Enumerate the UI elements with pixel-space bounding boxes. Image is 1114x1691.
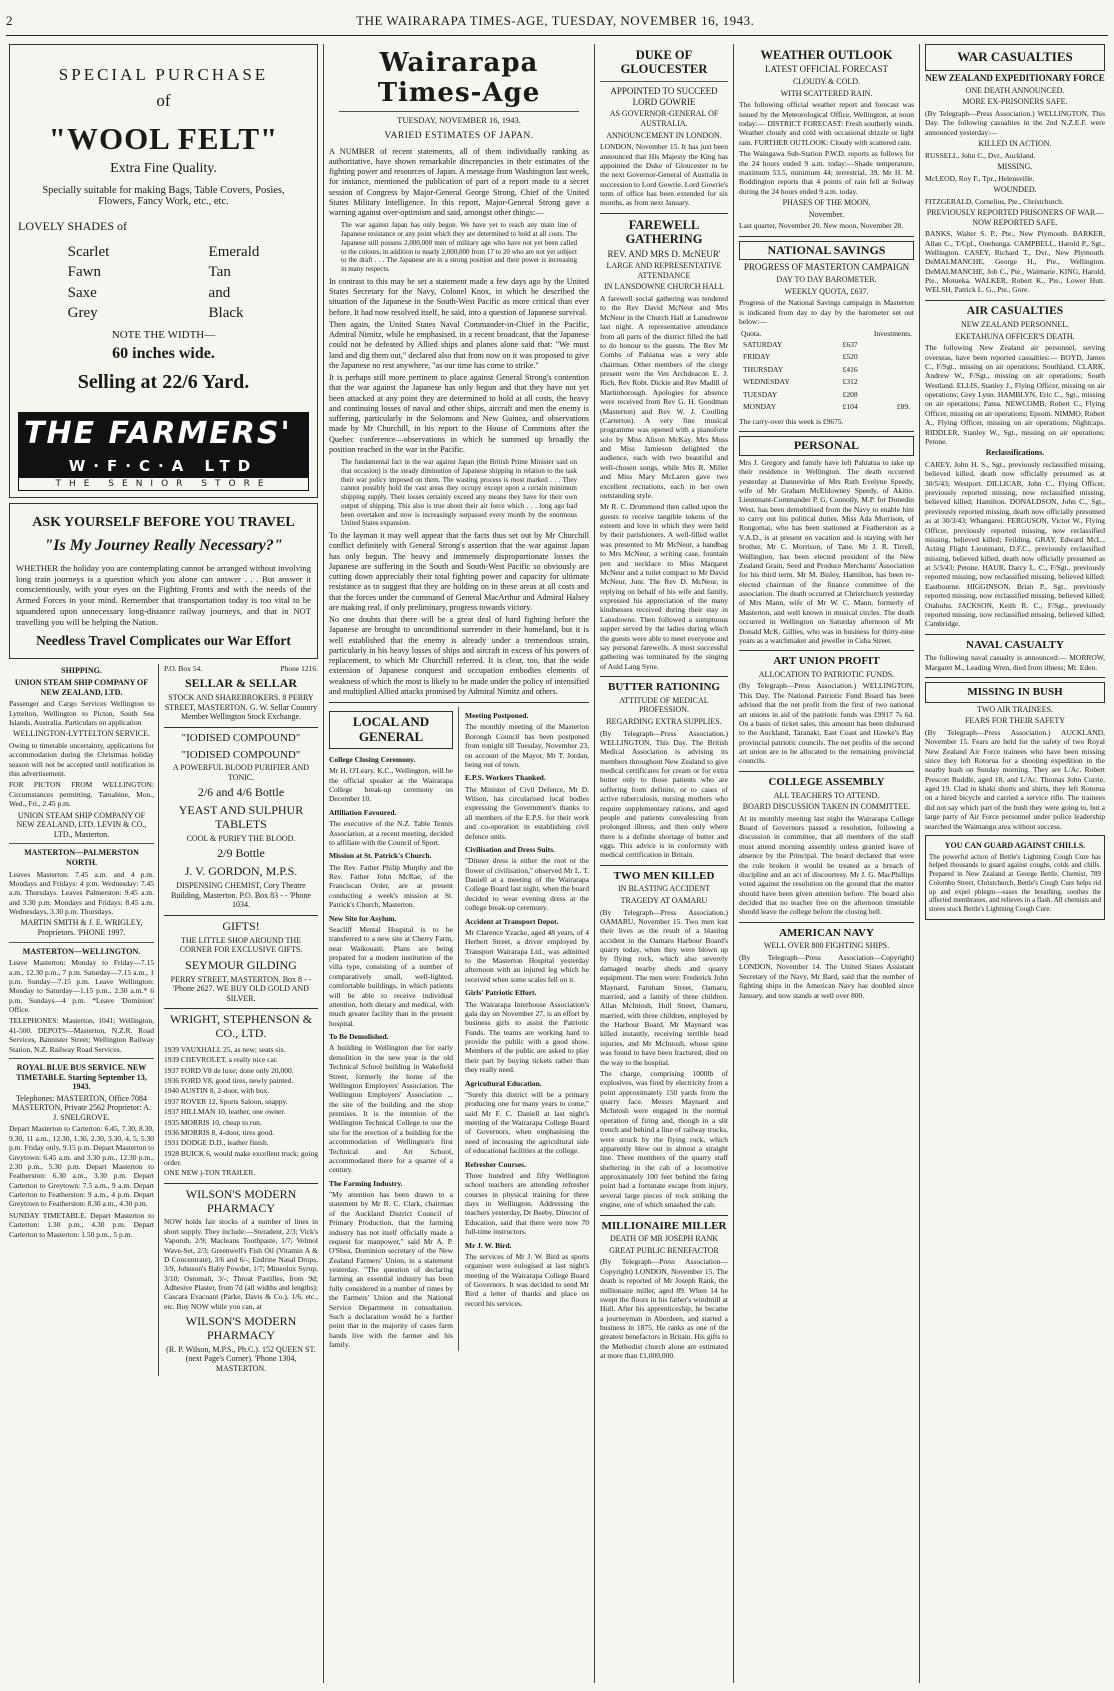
shipping-depots: TELEPHONES: Masterton, 1041; Wellington, 41-500. DEPOTS—Masterton, N.Z.R. Road Services, Bannister Street; Wellington Railway Station, N.Z. Railway Road Services.	[9, 1016, 154, 1054]
shipping-column	[9, 664, 159, 1375]
butter-sub2: REGARDING EXTRA SUPPLIES.	[606, 716, 722, 726]
local-item-body: The executive of the N.Z. Table Tennis Association, at a recent meeting, decided to affiliate with the Council of Sport.	[329, 819, 453, 847]
miller-sub1: DEATH OF MR JOSEPH RANK	[609, 1234, 718, 1244]
moon-body: Last quarter, November 20. New moon, November 28.	[739, 221, 904, 231]
local-item-title: Civilisation and Dress Suits.	[465, 844, 555, 854]
sellar-contacts	[164, 664, 318, 673]
local-item-body: The Minister of Civil Defence, Mr D. Wilson, has circularised local bodies expressing the Government's thanks to all members of the E.P.S. for their work and co-operation in establishing civil defence units.	[465, 784, 589, 841]
weather-body2: The Waingawa Sub-Station P.W.D. reports as follows for the 24 hours ended 9 a.m. today:—Shade temperature, maximum 53.5, minimum 44; terrestrial, 39. Mr H. M. Boddington reports that 4 points of rain fell at Solway during the 24 hours ended 9 a.m. today.	[739, 149, 914, 196]
iodised-yeast: YEAST AND SULPHUR TABLETS	[178, 803, 304, 832]
ad-quality: Extra Fine Quality.	[110, 161, 217, 176]
artunion-body: (By Telegraph—Press Association.) WELLINGTON, This Day. The National Patriotic Fund Board has been advised that the net profit from the first of two national art unions in aid of the patriotic funds was £9917 7s 6d. On a basis of ticket sales, this amount has been disbursed to the Auckland, Taranaki, East Coast and Hawke's Bay provincial patriotic councils. The net profits of the second art union are to be allocated to the remaining provincial councils.	[739, 681, 914, 766]
color-right-2: and	[208, 284, 231, 301]
travel-quote: "Is My Journey Really Necessary?"	[44, 537, 283, 554]
killed-body2: The charge, comprising 1000lb of explosives, was fired by electricity from a point approximately 150 yards from the quarry face. Messrs Maynard and McIntosh were engaged in the normal operation of firing and, though in a slit trench and behind a line of railway trucks, were struck by the flying rock, which apparently blew out in almost a straight line. Three members of the quarry staff sheltering in the cab of a locomotive approximately 100 feet behind the firing point had a fortunate escape from injury, several large pieces of rock striking the engine, one of which smashed the cab.	[600, 1068, 728, 1210]
butter-head: BUTTER RATIONING	[608, 681, 720, 694]
bus-sunday: SUNDAY TIMETABLE. Depart Masterton to Carterton: 1.30 p.m., 4.30 p.m. Depart Carterton to Masterton: 1.50 p.m., 5 p.m.	[9, 1210, 154, 1239]
page-number: 2	[6, 13, 13, 28]
savings-cell: FRIDAY	[743, 352, 771, 362]
shipping-mw: MASTERTON—WELLINGTON.	[22, 946, 141, 956]
color-left-0: Scarlet	[67, 244, 110, 260]
duke-sub2: AS GOVERNOR-GENERAL OF AUSTRALIA.	[609, 109, 719, 128]
color-left-1: Fawn	[67, 264, 101, 281]
casualties-intro: (By Telegraph—Press Association.) WELLINGTON, This Day. The following casualties in the 2nd N.Z.E.F. were announced yesterday:—	[925, 108, 1105, 137]
butter-body: (By Telegraph—Press Association.) WELLINGTON, This Day. The British Medical Association is advising its members throughout New Zealand to give medical certificates for cream or for extra butter only to those patients who are suffering from definite, or to cases of active tuberculosis, nursing mothers who require supplementary rations, and aged people and patients convalescing from prolonged illness, and then only where there is a definite shortage of butter and eggs. This advice is in conformity with medical certification in Britain.	[600, 728, 728, 860]
shipping-picton: FOR PICTON FROM WELLINGTON: Circumstances permitting. Tamahine, Mon., Wed., Fri., 2.45 p.m.	[9, 780, 154, 809]
cough-body: The powerful action of Bettle's Lightning Cough Cure has helped thousands to guard against coughs, colds and chills. Prepared in New Zealand at George Bettle, Chemist, 789 Colombo Street, Christchurch, Bettle's Cough Cure helps rid up and expel phlegm—eases the breathing, soothes the affected membranes, and relieves in a flash. All chemists and stores stock Bettle's Lightning Cough Cure.	[929, 852, 1101, 914]
iodised-chem: J. V. GORDON, M.P.S.	[184, 864, 298, 879]
wilsons-addr: (R. P. Wilson, M.P.S., Ph.C.). 152 QUEEN ST. (next Page's Corner). 'Phone 1304, MASTERTON.	[166, 1344, 316, 1373]
shipping-mpn: MASTERTON—PALMERSTON NORTH.	[24, 848, 139, 867]
iodised-h1: "IODISED COMPOUND"	[181, 731, 301, 744]
local-item-body: A building in Wellington due for early demolition in the new year is the old Technical School building in Wakefield Street, formerly the home of the Wellington Employers' Association. The Wellington Employers' Association ... the site of the building and the shop premises. It is the intention of the Wellington Technical College to use the site for the erection of a building for the accommodation of Wellington's first Technical and Art School, accommodated there for a quarter of a century.	[329, 1043, 453, 1175]
shipping-mpn-body: Leaves Masterton: 7.45 a.m. and 4 p.m. Mondays and Fridays: 4 p.m. Wednesday: 7.45 a.m. Thursdays. Leaves Palmerston: 9.45 a.m. and 3.30 p.m. Mondays and Fridays: 8.45 a.m. Wednesdays, 3.30 p.m. Thursdays.	[9, 869, 154, 916]
car-item: 1936 MORRIS 8, 4-door, tires good.	[164, 1127, 275, 1137]
moon-head: PHASES OF THE MOON.	[782, 198, 871, 208]
iodised-desc: A POWERFUL BLOOD PURIFIER AND TONIC.	[172, 763, 310, 782]
savings-cell: THURSDAY	[743, 364, 784, 374]
column-news-a	[595, 44, 734, 1683]
killed-action: KILLED IN ACTION.	[978, 139, 1052, 149]
savings-sub2: DAY TO DAY BAROMETER.	[776, 275, 877, 285]
bush-head: MISSING IN BUSH	[967, 686, 1063, 699]
sellar-sub: STOCK AND SHAREBROKERS. 8 PERRY STREET, MASTERTON. G. W. Sellar Country Member Wellington Stock Exchange.	[164, 693, 318, 722]
savings-row	[741, 352, 912, 363]
local-item-title: Affiliation Favoured.	[329, 807, 397, 817]
miller-head: MILLIONAIRE MILLER	[601, 1219, 727, 1232]
local-item-body: The Wairarapa Interhouse Association's gala day on November 27, is an effort by business girls to assist the Patriotic Funds. The teams are working hard to provide the public with a good show. Members of the public are asked to play their part by buying tickets rather than they really need.	[465, 999, 589, 1075]
college-sub2: BOARD DISCUSSION TAKEN IN COMMITTEE.	[742, 802, 911, 812]
duke-head: DUKE OF GLOUCESTER	[620, 48, 708, 77]
local-item-body: The Rev. Father Philip Murphy and the Rev. Father John McRae, of the Franciscan Order, are at present conducting a week's mission at St. Patrick's Church, Masterton.	[329, 862, 453, 910]
shipping-head: SHIPPING.	[61, 666, 102, 676]
ad-width-val: 60 inches wide.	[112, 345, 215, 362]
local-item-body: "Dinner dress is either the root or the flower of civilisation," observed Mr L. T. Daniell at a meeting of the Wairarapa College Board last night, when the board decided to wear evening dress at the college break-up ceremony.	[465, 856, 589, 913]
casualties-head: WAR CASUALTIES	[957, 49, 1073, 64]
savings-cell: £89.	[896, 402, 910, 412]
shipping-mw-body: Leave Masterton: Monday to Friday—7.15 a.m., 12.30 p.m., 7 p.m. Saturday—7.15 a.m., 1 p.m. Sunday—7.15 p.m. Leave Wellington: Monday to Saturday—1.15 p.m., 2.30 a.m.* 6 p.m. Sundays—4 p.m. *Leave 'Dominion' Office.	[9, 958, 154, 1015]
local-item-body: Mr Clarence Yzacke, aged 48 years, of 4 Herbert Street, a driver employed by Transport Wairarapa Ltd., was admitted to the Masterton Hospital yesterday afternoon with an injured leg which he received when some scales fell on it.	[465, 927, 589, 984]
editorial-q2: The fundamental fact in the war against Japan (the British Prime Minister said on that occasion) is the steady diminution of Japanese shipping in relation to the task their war policy imposed on them. The wasting process is most marked . . . They cannot possibly hold the vast areas they occupy except upon a certain minimum shipping supply. Their losses certainly exceed any means they have for their own output of shipping. This also is true about their air force which . . . long ago had been overtaken and now is increasingly surpassed every month by the enormous United States expansion.	[341, 458, 577, 528]
local-item-title: Mr J. W. Bird.	[465, 1240, 512, 1250]
savings-table	[739, 338, 914, 415]
editorial-q1: The war against Japan has only begun. We have yet to reach any main line of Japanese resistance or any point which they are determined to hold at all costs. The Japanese still possess 2,000,000 men of military age who have not yet been called to the colours, in addition to nearly 2,000,000 from 17 to 20 who are not yet subject to the draft . . . The Japanese are in a strong position and their power is increasing in many respects.	[341, 221, 577, 274]
naval-head: NAVAL CASUALTY	[966, 638, 1064, 651]
ad-cough-cure	[925, 835, 1105, 920]
navy-head: AMERICAN NAVY	[779, 926, 874, 939]
editorial-p2: In contrast to this may be set a statement made a few days ago by the United States Secretary for the Navy, Colonel Knox, in which he described the situation of the Japanese in the South-West Pacific as more critical than ever before. It had now resolved itself, he said, into a question of Japanese survival.	[329, 276, 589, 317]
missing-body: McLEOD, Roy F., Tpr., Helensville.	[925, 173, 1035, 183]
air-head: AIR CASUALTIES	[966, 304, 1064, 317]
savings-cell	[879, 365, 912, 376]
killed-action-body: RUSSELL, John C., Dvr., Auckland.	[925, 150, 1036, 160]
air-sub: NEW ZEALAND PERSONNEL.	[960, 319, 1070, 329]
editorial-head: VARIED ESTIMATES OF JAPAN.	[384, 131, 534, 142]
local-item-title: To Be Demolished.	[329, 1032, 389, 1042]
wilsons-head: WILSON'S MODERN PHARMACY	[185, 1186, 297, 1215]
colors-right	[209, 242, 260, 323]
savings-sub1: PROGRESS OF MASTERTON CAMPAIGN	[743, 262, 910, 273]
shipping-wl-body: Owing to timetable uncertainty, applications for accommodation during the Christmas holiday season will not be accepted until notification in this advertisement.	[9, 740, 154, 779]
iodised-chem-sub: DISPENSING CHEMIST, Cory Theatre Building, Masterton. P.O. Box 83 - - 'Phone 1034.	[171, 881, 311, 910]
wounded-head: WOUNDED.	[993, 184, 1037, 194]
pow-body: BANKS, Walter S. P., Pte., New Plymouth. BARKER, Allan C., T/Cpl., Onehunga. CAMPBELL, Harold P., Sgt., Wellington. CASEY, Richard T., Dvr., New Plymouth. DeMALMANCHE, George H., Pte., Wellington. DeMALMANCHE, Job C., Pte., Waimarie. KING, Harold, Pte., Motueka. WALKER, Robert K., Pte., Lower Hutt. WELSH, Patrick L. G., Pte., Gore.	[925, 229, 1105, 295]
bus-times: Depart Masterton to Carterton: 6.45, 7.30, 8.30, 9.30, 11 a.m., 12.30, 1.30, 2.30, 3.30, 4, 5, 5.30 p.m. Friday only, 9.15 p.m. Depart Masterton to Greytown: 6.45 a.m. and 3.30 p.m., 12.30 p.m., 2.30 p.m., 5.30 p.m. Depart Masterton to Featherston: 6.30 a.m., 3.30 p.m. Depart Carterton to Greytown: 7.5 a.m., 9 a.m. Depart Carterton to Featherston: 9 a.m., 4 p.m. Depart Greytown to Featherston: 8.30 a.m., 4.30 p.m.	[9, 1124, 154, 1209]
farewell-sub1: REV. AND MRS D. McNEUR'	[607, 248, 721, 259]
local-item-title: Girls' Patriotic Effort.	[465, 988, 537, 998]
bus-phone: Telephones: MASTERTON, Office 7084 MASTERTON, Private 2562 Proprietor: A. J. SNELGROVE.	[12, 1093, 151, 1122]
farewell-body: A farewell social gathering was tendered to the Rev David McNeur and Mrs McNeur in the Church Hall at Lansdowne last night. A representative attendance from all parts of the district filled the hall to do honour to the guests. The Rev Mr Combs of Pahiatua was a very able chairman. Other members of the clergy present were the Ven Archdeacon E. J. Rich, Rev Robt. Dickie and Rev Madill of Martinborough. Apologies for absence were received from Rev G. H. Goodman (Masterton) and Rev W. J. Coulling (Carterton). A very fine musical programme was opened with a pianoforte solo by Miss Alison McKay. Mrs Moss and Miss Jamieson delighted the audience, each with two beautiful and well-chosen songs, while Mrs R. Miller and Miss Mary McLaren gave two excellent recitations, each in her own outstanding style.	[600, 294, 728, 500]
weather-body: The following official weather report and forecast was issued by the Meteorological Office, Wellington, at noon today:— DISTRICT FORECAST: Fresh southerly winds. Weather cloudy and cold with occasional drizzle or light rain. FURTHER OUTLOOK: Cloudy with scattered rain.	[739, 100, 914, 147]
sellar-phone: Phone 1216.	[280, 664, 318, 674]
savings-cell: £104	[842, 402, 858, 412]
ad-title-woolfelt: "WOOL FELT"	[48, 121, 279, 156]
artunion-sub1: ALLOCATION TO PATRIOTIC FUNDS.	[758, 669, 895, 679]
savings-cell	[879, 340, 912, 351]
college-sub1: ALL TEACHERS TO ATTEND.	[773, 790, 880, 800]
duke-sub1: APPOINTED TO SUCCEED LORD GOWRIE	[610, 85, 718, 107]
travel-body: WHETHER the holiday you are contemplating cannot be arranged without involving long train journeys is a question which you alone can answer . . . But answer it conscientiously, with your eyes on the Fighting Fronts and with the needs of the Armed Forces in your mind. Remember that transportation today is too vital to be squandered upon unnecessary long-distance railway journeys, and that in NOT travelling you will be helping the Nation.	[16, 563, 311, 627]
naval-body: The following naval casualty is announced:— MORROW, Margaret M., Leading Wren, died from illness; Mt. Eden.	[925, 653, 1105, 672]
wilsons-body: NOW holds fair stocks of a number of lines in short supply. They include:—Steradent, 2/3; Vick's Vaporub, 2/9; Macleans Toothpaste, 1/7; Velmol Wave-Set, 2/3; Greenwell's Fish Oil (Vitamin A & D Concentrate), 3/6 and 6/-; Endrine Nasal Drops, 3/9, Johnson's Baby Powder, 1/7; Mineolux Syrup, 3/10; Ostomalt, 3/-; Throat Pastilles, from 9d; Adhesive Plaster, from 7d (all widths and lengths); Cascara Evacuant (Parke, Davis & Co.), 1/6, etc., etc. Buy NOW while you can, at	[164, 1217, 318, 1311]
bush-sub2: FEARS FOR THEIR SAFETY	[964, 716, 1066, 726]
butter-sub1: ATTITUDE OF MEDICAL PROFESSION.	[619, 695, 709, 715]
savings-row	[741, 365, 912, 376]
recl-body: CAREY, John H. S., Sgt., previously reclassified missing, believed killed, death now officially presumed as at 30/5/43; Westport. DILLICAR, John C., Flying Officer, previously reported missing, now reclassified missing, believed killed; Hamilton. DONALDSON, John C., Sgt., previously reported missing, death now officially presumed as at 30/3/43; Whangarei. FERGUSON, Victor W., Flying Officer, previously reported missing, now reclassified missing, believed killed; Feilding. GRAY, Edward McL., Acting Flight Lieutenant, D.F.C., previously reclassified missing, believed killed, death now officially presumed as at 5/3/43; Petone. HAUR, Darcy L. C., F/Sgt., previously reported missing, now reclassified missing, believed killed; Eastbourne. HIGGINSON, Brian P., Sgt., previously reported missing, now reclassified missing, believed killed; Otahuhu. JACKSON, Keith R. C., F/Sgt., previously reported missing, now reclassified missing, believed killed; Cambridge.	[925, 459, 1105, 629]
navy-sub1: WELL OVER 800 FIGHTING SHIPS.	[763, 941, 890, 951]
savings-cell: MONDAY	[743, 402, 777, 412]
savings-cell: £416	[842, 364, 858, 374]
iodised-cool: COOL & PURIFY THE BLOOD.	[186, 833, 296, 843]
wright-cars	[164, 1045, 318, 1178]
shipping-wrigley: MARTIN SMITH & J. E. WRIGLEY, Proprietors. 'PHONE 1997.	[20, 918, 143, 937]
local-item-body: Three hundred and fifty Wellington school teachers are attending refresher courses in physical training for three days in Wellington. Addressing the teachers yesterday, Dr Beeby, Director of Education, said that there were now 70 full-time instructors.	[465, 1170, 589, 1237]
local-item-title: College Closing Ceremony.	[329, 754, 416, 764]
bush-body: (By Telegraph—Press Association.) AUCKLAND, November 15. Fears are held for the safety of two Royal New Zealand Air Force trainees who have been missing since they left Rotorua for a shooting expedition in the nearby bush on Sunday morning. They are L/Ac. Robert Prescott Ruddle, aged 18, and L/Ac. Thomas John Currie, aged 19. Clad in khaki shorts and shirts, they left Rotorua on a hired bicycle and carried a service rifle. The trainees did not say which part of the bush they were going to, but a large party of Air Force personnel under police leadership searched the Waimangu area without success.	[925, 727, 1105, 831]
car-item: 1937 FORD V8 de luxe; done only 20,000.	[164, 1065, 294, 1075]
shipping-agent: UNION STEAM SHIP COMPANY OF NEW ZEALAND, LTD. LEVIN & CO., LTD., Masterton.	[16, 810, 147, 839]
car-item: 1937 ROVER 12, Sports Saloon, snappy.	[164, 1096, 288, 1106]
weather-sub2: CLOUDY & COLD.	[792, 77, 861, 87]
local-left	[329, 707, 459, 1351]
car-item: 1935 MORRIS 10, cheap to run.	[164, 1117, 262, 1127]
ad-wool-felt	[9, 44, 318, 498]
gifts-body: THE LITTLE SHOP AROUND THE CORNER FOR EXCLUSIVE GIFTS.	[179, 935, 303, 955]
wright-head: WRIGHT, STEPHENSON & CO., LTD.	[169, 1012, 313, 1041]
local-item-title: Refresher Courses.	[465, 1159, 526, 1169]
savings-cell: TUESDAY	[743, 389, 778, 399]
ad-title-of: of	[156, 91, 171, 110]
local-item-title: New Site for Asylum.	[329, 913, 397, 923]
iodised-yprice: 2/9 Bottle	[217, 846, 265, 861]
car-item: 1939 VAUXHALL 25, as new; seats six.	[164, 1044, 286, 1054]
savings-row	[741, 377, 912, 388]
local-item-title: Meeting Postponed.	[465, 711, 529, 721]
savings-row	[741, 340, 912, 351]
savings-cell: £208	[842, 389, 858, 399]
ad-price: Selling at 22/6 Yard.	[77, 371, 250, 393]
editorial-p6: No one doubts that there will be a great deal of hard fighting before the Japanese are brought to unconditional surrender in their homeland, but it is well established that the enemy is already under a tremendous strain, particularly in his heavy losses of ships and aircraft in excess of his powers of replacement, to which Mr Churchill referred. It is clear, too, that the wide extension of Japanese conquest and occupation embodies elements of weakness of which the most is likely to be made under the policy of intensified and multiplied Allied attacks promised by Admiral Nimitz and others.	[329, 615, 589, 696]
car-item: 1940 AUSTIN 8, 2-door, with box.	[164, 1086, 270, 1096]
gifts-name: SEYMOUR GILDING	[185, 957, 297, 972]
ad-shades-head: LOVELY SHADES of	[18, 219, 128, 233]
savings-carry: The carry-over this week is £9675.	[739, 416, 844, 426]
car-item: 1939 CHEVROLET, a really nice car.	[164, 1055, 278, 1065]
wounded-body: FITZGERALD, Cornelius, Pte., Christchurch.	[925, 196, 1064, 206]
savings-cell: £637	[842, 339, 858, 349]
lower-ads	[9, 664, 318, 1375]
masthead	[6, 13, 1108, 36]
color-right-3: Black	[208, 304, 244, 321]
bush-sub: TWO AIR TRAINEES.	[976, 704, 1054, 714]
masthead-title: THE WAIRARAPA TIMES-AGE, TUESDAY, NOVEMBER 16, 1943.	[356, 13, 755, 28]
local-item-title: Agricultural Education.	[465, 1078, 542, 1088]
savings-cell: SATURDAY	[743, 339, 783, 349]
shipping-company: UNION STEAM SHIP COMPANY OF NEW ZEALAND, LTD.	[14, 678, 149, 697]
savings-col-invest: Investments.	[873, 328, 912, 338]
gifts-head: GIFTS!	[222, 918, 260, 933]
savings-cell	[879, 377, 912, 388]
editorial-p4: It is perhaps still more pertinent to place against General Strong's contention that the war against the Japanese has only begun and that they have not yet been attacked at any point they are determined to hold at all costs, the heavy and continuing losses of naval and other ships, aircraft and men the enemy is suffering, particularly in the Solomons and New Guinea, and observations made by Mr Churchill, in his report to the House of Commons after the Quebec conference—observations in which he summed up broadly the position reached in the war in the Pacific.	[329, 373, 589, 454]
casualties-sub3: MORE EX-PRISONERS SAFE.	[962, 97, 1068, 107]
savings-cell: £520	[842, 352, 858, 362]
editorial-date: TUESDAY, NOVEMBER 16, 1943.	[397, 115, 521, 125]
local-item-body: Seacliff Mental Hospital is to be transferred to a new site at Cherry Farm, near Waikouaiti. Plans are being prepared for a modern institution of the villa type, consisting of a number of comparatively small, well-lighted, comfortable buildings, in which patients will be able to receive individual attention, both dietary and medical, with much greater facility than in the present hospital.	[329, 924, 453, 1028]
farewell-head: FAREWELL GATHERING	[625, 217, 703, 247]
farewell-sub3: IN LANSDOWNE CHURCH HALL	[604, 282, 724, 292]
local-items	[329, 755, 453, 1350]
color-left-3: Grey	[67, 304, 98, 321]
miller-body: (By Telegraph—Press Association—Copyright) LONDON, November 15. The death is reported of Mr Joseph Rank, the millionaire miller, aged 89. When 14 he swept the floors in his father's windmill at Hull. After his apprenticeship, he became a journeyman in Aberdeen, and started a business in 1875. He ranks as one of the greatest benefactors in Britain. His gifts to the Methodist church alone are estimated at more than £1,000,000.	[600, 1257, 728, 1361]
shipping-wl-head: WELLINGTON-LYTTELTON SERVICE.	[12, 729, 151, 739]
killed-sub2: TRAGEDY AT OAMARU	[620, 895, 708, 905]
ad-width-note: NOTE THE WIDTH—	[111, 329, 216, 341]
local-right	[465, 707, 589, 1351]
color-right-0: Emerald	[208, 244, 260, 260]
savings-cell: £312	[842, 377, 858, 387]
travel-head: ASK YOURSELF BEFORE YOU TRAVEL	[32, 515, 295, 530]
local-item-body: Mr H. O'Leary, K.C., Wellington, will be the official speaker at the Wairarapa College break-up ceremony on December 10.	[329, 766, 453, 804]
nameplate: Wairarapa Times-Age	[377, 48, 541, 108]
savings-row	[741, 402, 912, 413]
miller-sub2: GREAT PUBLIC BENEFACTOR	[609, 1245, 719, 1255]
bush-head-box	[925, 682, 1105, 703]
duke-body: LONDON, November 15. It has just been announced that His Majesty the King has appointed the Duke of Gloucester to be the next Governor-General of Australia in succession to Lord Gowrie. Lord Gowrie's term of office has been extended for six months, as from next January.	[600, 142, 728, 208]
local-head: LOCAL AND GENERAL	[329, 711, 453, 749]
editorial-p3: Then again, the United States Naval Commander-in-Chief in the Pacific, Admiral Nimitz, while he emphasised, in a recent broadcast, that the Japanese could not be defeated by Allied ships and planes alone said that: "We must land and dig them out," declared also that from now on it was proposed to give the Japanese no rest anywhere, "as our time has come to strike."	[329, 319, 589, 370]
editorial-p1: A NUMBER of recent statements, all of them individually ranking as authoritative, have shown remarkable discrepancies in their estimates of the fighting power and resources of Japan. A message from Washington last week, for instance, mentioned the publication of part of a report made to a secret session of Congress by Major-General George Strong, Chief of the United States Military Intelligence. In this report, Major-General Strong gave a warning against over-optimism and said, amongst other things:—	[329, 146, 589, 218]
car-item: 1931 DODGE D.D., leather finish.	[164, 1138, 269, 1148]
car-item: 1928 BUICK 6, would make excellent truck; going order.	[164, 1148, 318, 1168]
ad-title-special: SPECIAL PURCHASE	[58, 65, 269, 84]
sellar-head: SELLAR & SELLAR	[184, 676, 298, 691]
local-item-body: The services of Mr J. W. Bird as sports organiser were eulogised at last night's meeting of the Wairarapa College Board of Governors. It was decided to send Mr Bird a letter of thanks and place on record his services.	[465, 1251, 589, 1308]
column-ads-left	[4, 44, 324, 1683]
weather-sub3: WITH SCATTERED RAIN.	[780, 88, 873, 98]
savings-col-quota: Quota.	[741, 328, 762, 338]
savings-cell	[879, 352, 912, 363]
gifts-addr: PERRY STREET, MASTERTON. Box 8 - - 'Phone 2627. WE BUY OLD GOLD AND SILVER.	[170, 974, 312, 1003]
farmers-logo-senior: THE SENIOR STORE	[18, 477, 309, 491]
color-left-2: Saxe	[67, 284, 97, 301]
missing-head: MISSING.	[997, 162, 1033, 172]
ad-desc: Specially suitable for making Bags, Table Covers, Posies, Flowers, Fancy Work, etc., etc.	[42, 185, 285, 207]
editorial-p5: To the layman it may well appear that the facts thus set out by Mr Churchill conflict definitely with General Strong's assertion that the war against Japan has only begun. The heavy and immensely disproportionate losses the Japanese are suffering in the South and South-West Pacific so obviously are cutting down appreciably their total fighting power and capacity for ultimate resistance as to suggest that they are holding on in these areas at all costs and that the forces under the command of General MacArthur and Admiral Halsey are making real, if only preliminary, progress towards victory.	[329, 531, 589, 612]
column-editorial	[324, 44, 595, 1683]
colors-left	[68, 242, 110, 323]
duke-sub3: ANNOUNCEMENT IN LONDON.	[606, 130, 722, 140]
air-sub2: EKETAHUNA OFFICER'S DEATH.	[955, 331, 1075, 341]
car-item: 1937 HILLMAN 10, leather, one owner.	[164, 1107, 286, 1117]
travel-foot: Needless Travel Complicates our War Effort	[36, 633, 291, 649]
weather-head: WEATHER OUTLOOK	[760, 48, 893, 62]
killed-body: (By Telegraph—Press Association.) OAMARU, November 15. Two men lost their lives as the result of a blasting accident in the Oamaru Harbour Board's quarry today, when they were blown up by flying rock, which also severely damaged nearby sheds and quarry equipment. The men were: Frederick John Maynard, Farnham Street, Oamaru, married, and a family of three children. Allan McIntosh, Hull Street, Oamaru, married, with three children, employed by the Harbour Board. Mr Maynard was killed instantly, receiving terrible head injuries, and Mr McIntosh, whose spine was found to have been fractured, died on the way to the hospital.	[600, 907, 728, 1067]
savings-cell: WEDNESDAY	[743, 377, 790, 387]
misc-ads-column	[159, 664, 318, 1375]
sellar-pobox: P.O. Box 54.	[164, 664, 203, 674]
local-item-body: "Surely this district will be a primary producing one for many years to come," said Mr F. C. Daniell at last night's meeting of the Wairarapa College Board of Governors, when emphasising the need of increasing the agricultural side of educational facilities at the college.	[465, 1089, 589, 1156]
air-body: The following New Zealand air personnel, serving overseas, have been reported casualties:— BOYD, James C., F/Sgt., missing on air operations; Southland. CLARK, Andrew W., F/Sgt., missing on air operations; South Westland. ELLIS, Stanley J., Flying Officer, missing on air operations; Grey Lynn. HAMBLYN, Eric C., Sgt., missing on air operations; Patea. NEWCOMB, Robert C., Flying Officer, missing on air operations; Epsom. NIMMO, Robert A., Flying Officer, missing on air operations; Nightcaps. RIDDLER, Stanley W., Sgt., missing on air operations; Petone.	[925, 343, 1105, 446]
iodised-h2: "IODISED COMPOUND"	[181, 748, 301, 761]
recl-head: Reclassifications.	[985, 448, 1045, 458]
ad-travel	[9, 503, 318, 659]
savings-quota: WEEKLY QUOTA, £637.	[784, 286, 869, 296]
navy-body: (By Telegraph—Press Association—Copyright) LONDON, November 14. The United States Assistant Secretary of the Navy, Mr Bard, said that the number of fighting ships in the American Navy has doubled since January, and now stands at well over 800.	[739, 953, 914, 1000]
personal-head: PERSONAL	[739, 436, 914, 456]
weather-sub1: LATEST OFFICIAL FORECAST	[764, 64, 889, 75]
savings-head: NATIONAL SAVINGS	[739, 241, 914, 261]
killed-sub1: IN BLASTING ACCIDENT	[618, 884, 710, 894]
local-item-body: The monthly meeting of the Masterton Borough Council has been postponed from tonight till Tuesday, November 23, on account of the Mayor, Mr T. Jordan, being out of town.	[465, 722, 589, 769]
local-item-title: Mission at St. Patrick's Church.	[329, 851, 432, 861]
casualties-sub2: ONE DEATH ANNOUNCED.	[965, 85, 1065, 95]
savings-row	[741, 390, 912, 401]
farmers-logo-wfca: W·F·C·A LTD	[18, 455, 309, 477]
shipping-services: Passenger and Cargo Services Wellington to Lyttelton, Wellington to Picton, South Sea Islands, Australia. Particulars on application	[9, 699, 154, 727]
color-right-1: Tan	[208, 264, 231, 281]
ad-colors	[18, 242, 309, 323]
casualties-head-box	[925, 44, 1105, 71]
personal-body: Mrs J. Gregory and family have left Pahiatua to take up their residence in Wellington. The death occurred yesterday at Dannevirke of Mrs Ruth Evelyne Speedy, wife of Mr Graham McEldowney Speedy, of Akitio. Lieutenant-Commander P. G. Connolly, M.P. for Dunedin West, has been demobilised from the Navy to enable him to carry out his political duties. Miss Ada Morrison, of Rongomai, who has been stationed at Featherston as a V.A.D., is at present on vacation and is staying with her brother, Mr C. Morrison, of Tane. Mr J. R. Tirrell, Wellington, has been elected president of the New Zealand Grain, Seed and Produce Merchants' Association for his third term. Mr M. Bisley, Hamilton, has been re-elected chairman of the finance committee of the association. The death occurred at Christchurch yesterday of Mrs Mann, wife of Mr W. C. Mann, formerly of Masterton, and well known in musical circles. The death occurred in Wellington on Saturday afternoon of Mr Donald McK. Gillies, who was in business for thirty-nine years as a watchmaker and jeweller in Cuba Street.	[739, 457, 914, 645]
column-news-b	[920, 44, 1110, 1683]
casualties-sub1: NEW ZEALAND EXPEDITIONARY FORCE	[925, 72, 1105, 83]
farewell-sub2: LARGE AND REPRESENTATIVE ATTENDANCE	[606, 261, 722, 280]
moon-month: November.	[808, 209, 845, 219]
local-item-title: The Farming Industry.	[329, 1178, 403, 1188]
local-item-title: E.P.S. Workers Thanked.	[465, 773, 546, 783]
artunion-head: ART UNION PROFIT	[773, 655, 880, 668]
local-item-body: "My attention has been drawn to a statement by Mr R. C. Clark, chairman of the Auckland District Council of Primary Production, that the farming industry has not itself officially made a request for manpower," said Mr A. P. O'Shea, Dominion secretary of the New Zealand Farmers' Union, in a statement yesterday. "The question of declaring farming an essential industry has been fully considered in a number of times by the Farmers' Union and the National Service Department in consultation. Such a declaration would be a further point that in the majority of cases farm hands live with the farmer and his family.	[329, 1190, 453, 1350]
savings-table-header	[739, 329, 914, 338]
car-item: ONE NEW j-TON TRAILER.	[164, 1168, 256, 1178]
local-item-title: Accident at Transport Depot.	[465, 916, 559, 926]
local-items-2	[465, 711, 589, 1308]
farewell-body2: Mr R. C. Drummond then called upon the guests to receive tangible tokens of the esteem and love in which they were held by their parishioners. A well-filled wallet was presented to Mr McNeur, a handbag to Mrs McNeur, a writing case, fountain pen and necklace to Miss Margaret McNeur and a toilet compact to Mr David McNeur, Junr. The Rev D. McNeur, in replying on behalf of his wife and family, expressed his appreciation of the many kindnesses received during their stay in Lansdowne. Then followed a sumptuous supper served by the ladies during which the guests were able to meet everyone and say personal farewells. A most successful gathering was terminated by the singing of Auld Lang Syne.	[600, 502, 728, 671]
savings-cell	[879, 390, 912, 401]
wilsons-foot: WILSON'S MODERN PHARMACY	[185, 1314, 297, 1342]
bus-head: ROYAL BLUE BUS SERVICE. NEW TIMETABLE. Starting September 13, 1943.	[16, 1062, 147, 1092]
savings-body: Progress of the National Savings campaign in Masterton is indicated from day to day by the barometer set out below:—	[739, 298, 914, 327]
killed-head: TWO MEN KILLED	[613, 869, 715, 882]
farmers-logo: THE FARMERS'	[18, 412, 309, 455]
iodised-price: 2/6 and 4/6 Bottle	[197, 785, 285, 800]
cough-head: YOU CAN GUARD AGAINST CHILLS.	[944, 840, 1086, 850]
college-head: COLLEGE ASSEMBLY	[768, 775, 885, 788]
car-item: 1936 FORD V8, good tires, newly painted.	[164, 1076, 294, 1086]
column-weather-main	[734, 44, 920, 1683]
college-body: At its monthly meeting last night the Wairarapa College Board of Governors passed a resolution, following a discussion in committee, that all members of the staff must attend morning assembly unless granted leave of absence by the Principal. The board declared that were the rule broken it would be treated as a breach of discipline and an act of discourtesy. Mr J. G. MacPhillips voted against the resolution on the ground that the matter should have been given attention before. The board also decided that no teacher free on the afternoon timetable should leave the college before the closing bell.	[739, 813, 914, 917]
pow-head: PREVIOUSLY REPORTED PRISONERS OF WAR—NOW REPORTED SAFE.	[926, 207, 1104, 227]
local-general	[329, 707, 589, 1351]
